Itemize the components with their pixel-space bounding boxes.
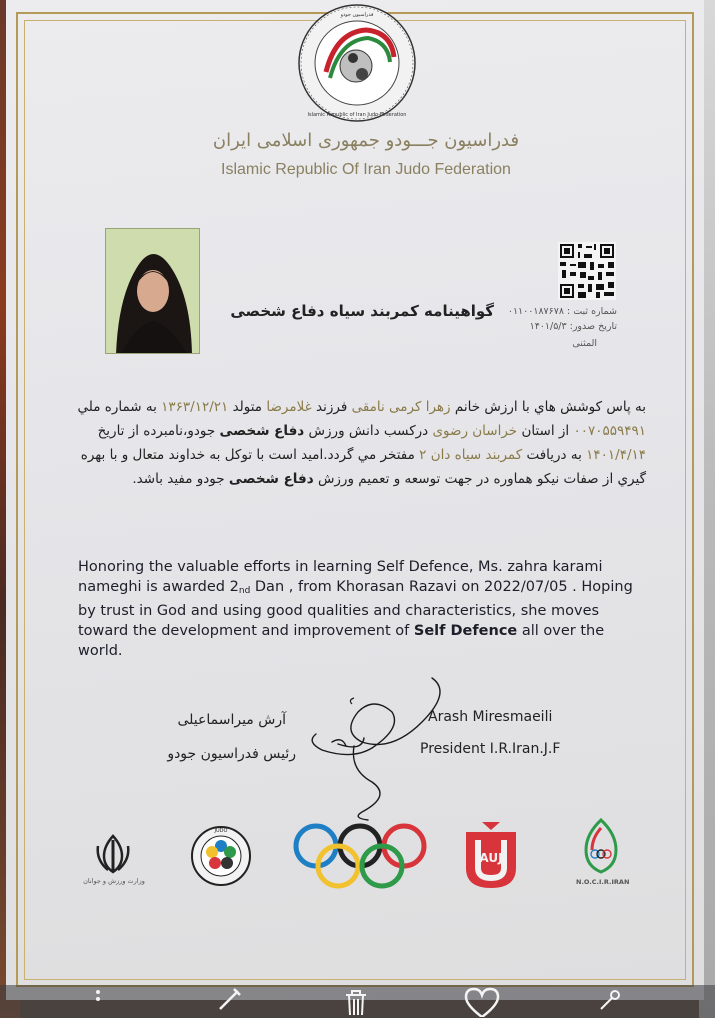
fa-text-segment: به شماره ملي [77,399,157,415]
olympic-rings-icon [292,820,428,892]
sport-fa-2: دفاع شخصی [228,471,314,487]
handwritten-signature-icon [302,672,452,822]
signatory-name-fa: آرش میراسماعیلی [177,712,286,728]
signatory-title-fa: رئیس فدراسیون جودو [167,746,296,762]
duplicate-label: المثنی [572,338,597,349]
fa-text-segment: به پاس کوشش هاي با ارزش خانم [454,399,646,415]
svg-text:Islamic Republic of Iran Judo: Islamic Republic of Iran Judo Federation [307,112,407,118]
delete-icon [342,987,370,1015]
auj-logo-text: AUJ [479,851,503,865]
birth-date-fa: ۱۳۶۳/۱۲/۲۱ [161,399,229,415]
signatory-title-en: President I.R.Iran.J.F [420,741,561,757]
edit-icon [214,987,242,1011]
dan-ordinal-suffix: nd [238,586,251,596]
fa-text-segment: از استان [521,423,570,439]
sport-en: Self Defence [413,623,518,639]
favorite-icon [462,987,502,1017]
registration-number: شماره ثبت : ۰۱۱۰۰۱۸۷۶۷۸ [507,306,617,317]
svg-text:JUDO: JUDO [214,828,228,834]
qr-code-icon [558,242,616,300]
federation-name-fa: فدراسیون جـــودو جمهوری اسلامی ایران [212,130,520,151]
auj-logo-icon [460,818,522,892]
delete-button[interactable] [336,987,376,1018]
fa-text-segment: جودو،نامبرده از تاریخ [97,423,216,439]
grade-fa: کمربند سیاه دان ۲ [419,447,523,463]
certificate-title: گواهینامه کمربند سیاه دفاع شخصی [230,302,494,320]
holder-photo [105,228,200,354]
fa-text-segment: فرزند [316,399,348,415]
federation-seal-icon [296,2,418,124]
more-options-button[interactable] [78,987,118,1018]
issue-date: تاریخ صدور: ۱۴۰۱/۵/۳ [529,321,617,332]
share-button[interactable] [588,987,628,1018]
iran-emblem-icon [92,832,134,876]
favorite-button[interactable] [462,987,502,1018]
noc-caption: N.O.C.I.R.IRAN [576,878,630,886]
share-icon [593,987,623,1015]
en-text-segment: Honoring the valuable efforts in learning Self Defence, Ms. zahra karami nameghi is awarded 2 [78,559,603,595]
fa-text-segment: درکسب دانش ورزش [308,423,429,439]
father-name-fa: غلامرضا [266,399,312,415]
fa-text-segment: جودو مفید باشد. [132,471,225,487]
province-fa: خراسان رضوی [432,423,518,439]
image-viewer-toolbar [0,985,715,1018]
en-text-segment: all over the world. [78,623,605,659]
edit-button[interactable] [208,987,248,1018]
award-date-fa: ۱۴۰۱/۴/۱۴ [586,447,646,463]
more-icon [86,987,110,1011]
fa-text-segment: مفتخر مي گردد.امید است با توکل به خداوند متعال و با بهره گیري از صفات نیکو هماوره در جهت توسعه و تعمیم ورزش [80,447,646,487]
ministry-caption: وزارت ورزش و جوانان [83,877,145,885]
ijf-logo-icon [190,822,252,890]
noc-iran-logo-icon [578,818,624,874]
holder-name-fa: زهرا کرمی نامقی [351,399,451,415]
persian-body-text [72,395,646,491]
svg-text:فدراسیون جودو: فدراسیون جودو [340,12,374,18]
certificate-paper [6,0,704,1000]
signatory-name-en: Arash Miresmaeili [428,709,553,725]
sport-fa: دفاع شخصی [219,423,305,439]
en-text-segment: Dan , from Khorasan Razavi on 2022/07/05 . Hoping by trust in God and using good qualities and characteristics, she moves toward the development and improvement of [78,579,633,639]
fa-text-segment: متولد [232,399,263,415]
fa-text-segment: به دریافت [526,447,582,463]
federation-name-en: Islamic Republic Of Iran Judo Federation [221,161,511,178]
english-body-text [78,557,638,661]
national-id-fa: ۰۰۷۰۵۵۹۴۹۱ [573,423,646,439]
